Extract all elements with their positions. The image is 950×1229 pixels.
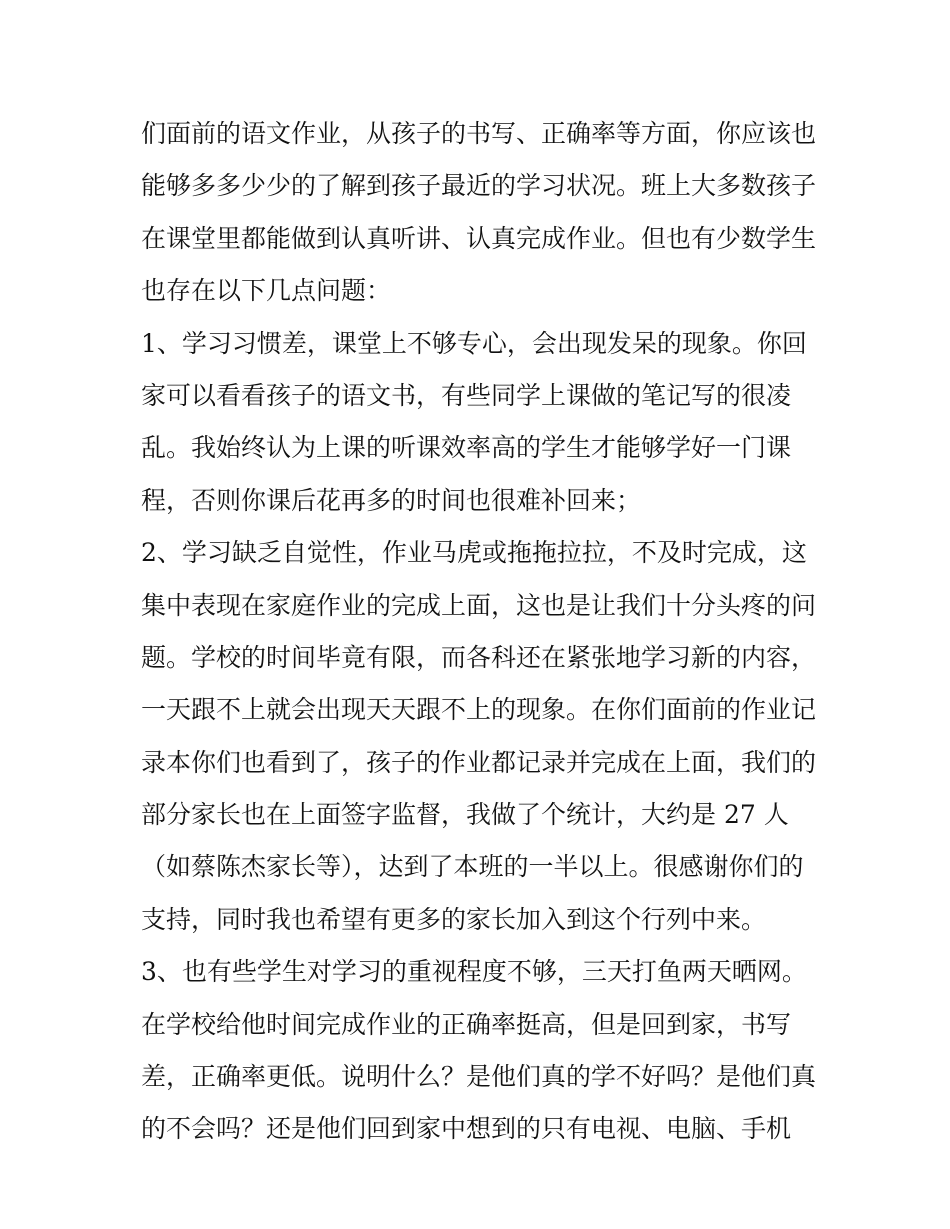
text-line: 差，正确率更低。说明什么？是他们真的学不好吗？是他们真 [141, 1062, 817, 1092]
text-line: 1、学习习惯差，课堂上不够专心，会出现发呆的现象。你回 [141, 328, 807, 358]
text-line: 的不会吗？还是他们回到家中想到的只有电视、电脑、手机 [141, 1114, 792, 1144]
text-line: 录本你们也看到了，孩子的作业都记录并完成在上面，我们的 [141, 747, 817, 777]
text-line: 支持，同时我也希望有更多的家长加入到这个行列中来。 [141, 904, 767, 934]
text-line: 一天跟不上就会出现天天跟不上的现象。在你们面前的作业记 [141, 695, 817, 725]
text-line: 集中表现在家庭作业的完成上面，这也是让我们十分头疼的问 [141, 590, 817, 620]
text-line: 题。学校的时间毕竟有限，而各科还在紧张地学习新的内容， [141, 642, 817, 672]
text-line: 能够多多少少的了解到孩子最近的学习状况。班上大多数孩子 [141, 171, 817, 201]
text-line: 3、也有些学生对学习的重视程度不够，三天打鱼两天晒网。 [141, 957, 807, 987]
text-line: 在学校给他时间完成作业的正确率挺高，但是回到家，书写 [141, 1009, 792, 1039]
text-line: 也存在以下几点问题： [141, 276, 392, 306]
text-line: 部分家长也在上面签字监督，我做了个统计，大约是 27 人 [141, 800, 789, 830]
text-line: 2、学习缺乏自觉性，作业马虎或拖拖拉拉，不及时完成，这 [141, 538, 807, 568]
text-line: 乱。我始终认为上课的听课效率高的学生才能够学好一门课 [141, 433, 792, 463]
text-line: 程，否则你课后花再多的时间也很难补回来； [141, 485, 642, 515]
text-line: （如蔡陈杰家长等），达到了本班的一半以上。很感谢你们的 [141, 852, 804, 882]
document-body [141, 108, 831, 1156]
text-line: 家可以看看孩子的语文书，有些同学上课做的笔记写的很凌 [141, 380, 792, 410]
text-line: 们面前的语文作业，从孩子的书写、正确率等方面，你应该也 [141, 119, 817, 148]
text-line: 在课堂里都能做到认真听讲、认真完成作业。但也有少数学生 [141, 223, 817, 253]
